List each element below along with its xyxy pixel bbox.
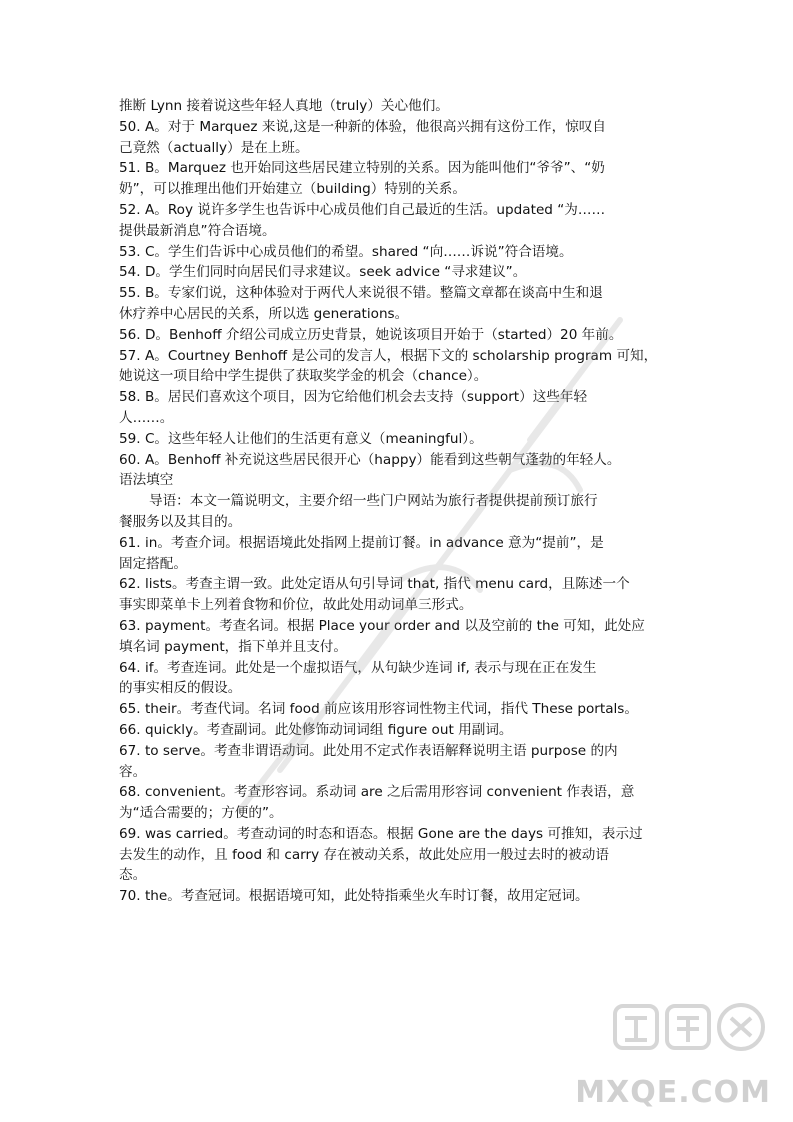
text-line: 态。 [119, 867, 147, 884]
text-line: 63. payment。考查名词。根据 Place your order and 以及空前的 the 可知，此处应 [119, 617, 645, 634]
text-line: 事实即菜单卡上列着食物和价位，故此处用动词单三形式。 [119, 597, 473, 614]
text-line: 58. B。居民们喜欢这个项目，因为它给他们机会去支持（support）这些年轻 [119, 389, 588, 406]
text-line: 55. B。专家们说，这种体验对于两代人来说很不错。整篇文章都在谈高中生和退 [119, 285, 603, 302]
text-line: 67. to serve。考查非谓语动词。此处用不定式作表语解释说明主语 purpose 的内 [119, 742, 618, 759]
text-line: 66. quickly。考查副词。此处修饰动词词组 figure out 用副词。 [119, 721, 513, 738]
text-line: 65. their。考查代词。名词 food 前应该用形容词性物主代词，指代 These portals。 [119, 701, 638, 718]
text-line: 70. the。考查冠词。根据语境可知，此处特指乘坐火车时订餐，故用定冠词。 [119, 888, 589, 905]
text-line: 69. was carried。考查动词的时态和语态。根据 Gone are the days 可推知，表示过 [119, 825, 643, 842]
text-line: 奶”，可以推理出他们开始建立（building）特别的关系。 [119, 181, 466, 198]
intro-line: 导语：本文一篇说明文，主要介绍一些门户网站为旅行者提供提前预订旅行 [149, 493, 598, 510]
text-line: 56. D。Benhoff 介绍公司成立历史背景，她说该项目开始于（started）20 年前。 [119, 326, 623, 343]
text-line: 人……。 [119, 409, 174, 426]
site-logo-text: MXQE.COM [575, 1075, 771, 1110]
text-line: 推断 Lynn 接着说这些年轻人真地（truly）关心他们。 [119, 98, 449, 114]
document-body [119, 96, 679, 907]
text-line: 53. C。学生们告诉中心成员他们的希望。shared “向……诉说”符合语境。 [119, 243, 573, 260]
text-line: 62. lists。考查主谓一致。此处定语从句引导词 that, 指代 menu card，且陈述一个 [119, 576, 630, 593]
text-line: 的事实相反的假设。 [119, 680, 242, 697]
text-line: 餐服务以及其目的。 [119, 513, 242, 530]
text-line: 休疗养中心居民的关系，所以选 generations。 [119, 305, 409, 322]
text-line: 50. A。对于 Marquez 来说,这是一种新的体验，他很高兴拥有这份工作，惊叹自 [119, 118, 606, 135]
text-line: 去发生的动作，且 food 和 carry 存在被动关系，故此处应用一般过去时的被动语 [119, 846, 609, 863]
text-line: 容。 [119, 763, 147, 780]
text-line: 她说这一项目给中学生提供了获取奖学金的机会（chance）。 [119, 368, 488, 385]
text-line: 64. if。考查连词。此处是一个虚拟语气，从句缺少连词 if, 表示与现在正在发生 [119, 659, 597, 676]
text-line: 为“适合需要的；方便的”。 [119, 805, 283, 822]
text-line: 固定搭配。 [119, 555, 187, 572]
section-heading: 语法填空 [119, 472, 174, 489]
text-line: 60. A。Benhoff 补充说这些居民很开心（happy）能看到这些朝气蓬勃的年轻人。 [119, 451, 621, 468]
text-line: 54. D。学生们同时向居民们寻求建议。seek advice “寻求建议”。 [119, 264, 527, 281]
text-line: 61. in。考查介词。根据语境此处指网上提前订餐。in advance 意为“提前”，是 [119, 534, 604, 551]
text-line: 68. convenient。考查形容词。系动词 are 之后需用形容词 convenient 作表语，意 [119, 784, 635, 801]
text-line: 己竟然（actually）是在上班。 [119, 139, 309, 156]
text-line: 59. C。这些年轻人让他们的生活更有意义（meaningful）。 [119, 430, 483, 447]
text-line: 填名词 payment，指下单并且支付。 [119, 638, 347, 655]
text-line: 52. A。Roy 说许多学生也告诉中心成员他们自己最近的生活。updated “为…… [119, 201, 606, 218]
text-line: 提供最新消息”符合语境。 [119, 222, 276, 239]
text-line: 51. B。Marquez 也开始同这些居民建立特别的关系。因为能叫他们“爷爷”、“奶 [119, 160, 605, 177]
text-line: 57. A。Courtney Benhoff 是公司的发言人，根据下文的 scholarship program 可知， [119, 347, 658, 364]
